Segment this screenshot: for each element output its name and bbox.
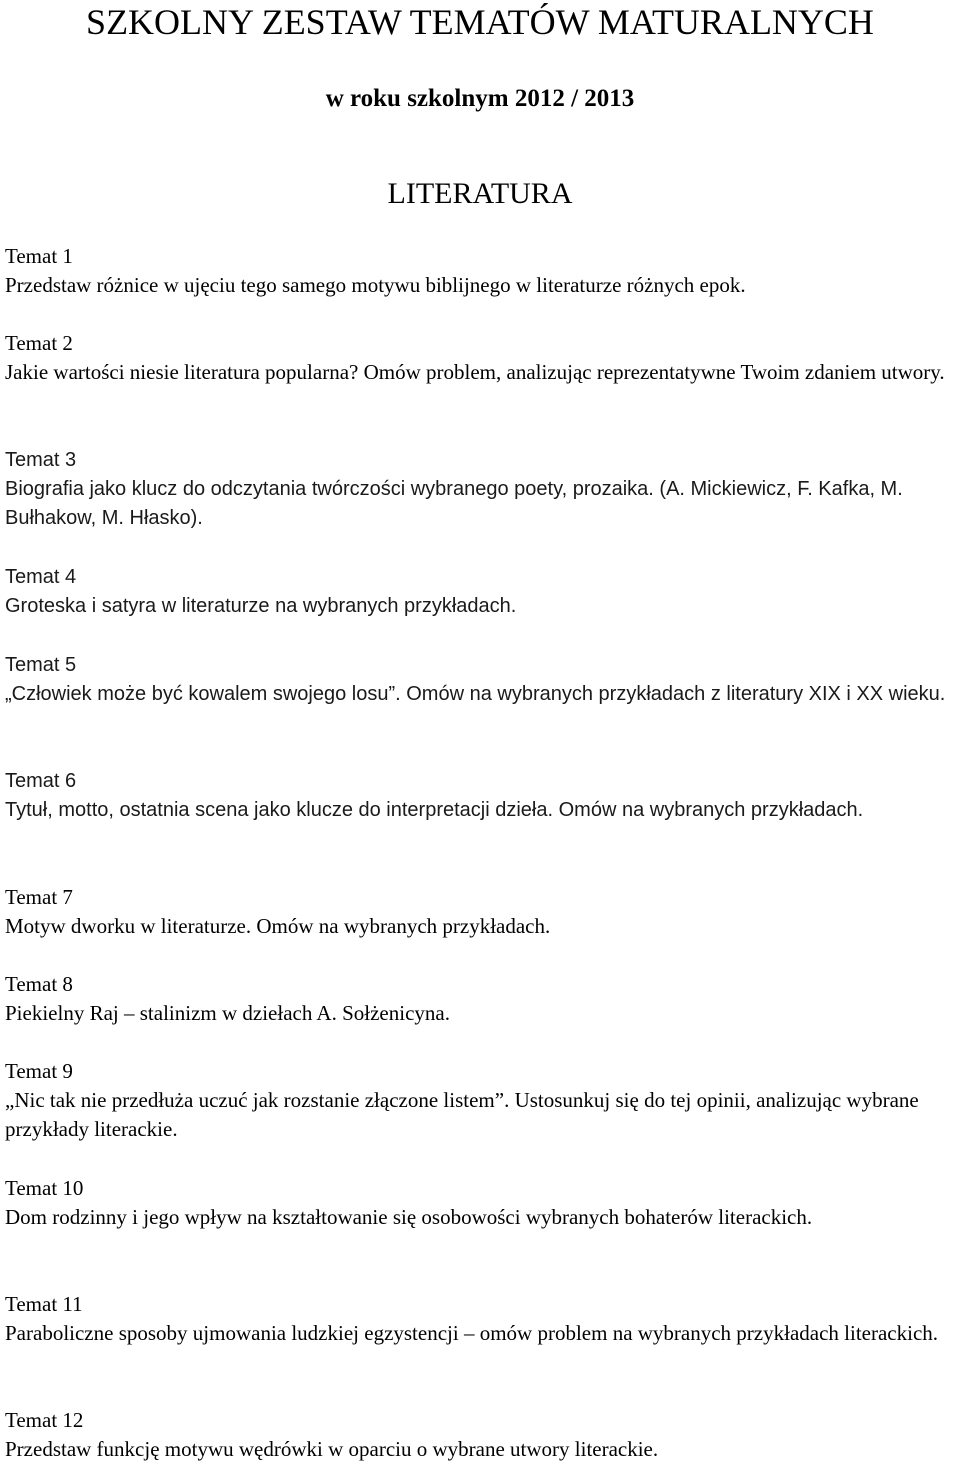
topic-label: Temat 6 — [5, 770, 77, 792]
school-year-subtitle: w roku szkolnym 2012 / 2013 — [325, 85, 635, 112]
topic-text: Dom rodzinny i jego wpływ na kształtowanie się osobowości wybranych bohaterów literackich. — [5, 1205, 813, 1229]
topic-label: Temat 7 — [5, 885, 73, 909]
topic-5 — [5, 651, 955, 709]
topic-8 — [5, 970, 955, 1028]
topic-text: „Człowiek może być kowalem swojego losu”. Omów na wybranych przykładach z literatury XIX i XX wieku. — [5, 683, 946, 705]
topic-text: Tytuł, motto, ostatnia scena jako klucze do interpretacji dzieła. Omów na wybranych przykładach. — [5, 799, 864, 821]
topic-text: „Nic tak nie przedłuża uczuć jak rozstanie złączone listem”. Ustosunkuj się do tej opinii, analizując wybrane przykłady literackie. — [5, 1088, 919, 1141]
section-heading: LITERATURA — [387, 177, 573, 210]
topic-text: Groteska i satyra w literaturze na wybranych przykładach. — [5, 595, 517, 617]
topic-2 — [5, 329, 955, 387]
topic-text: Piekielny Raj – stalinizm w dziełach A. Sołżenicyna. — [5, 1001, 450, 1025]
topic-6 — [5, 767, 955, 825]
topic-12 — [5, 1406, 955, 1464]
topic-9 — [5, 1057, 955, 1144]
topic-text: Biografia jako klucz do odczytania twórczości wybranego poety, prozaika. (A. Mickiewicz, F. Kafka, M. Bułhakow, M. Hłasko). — [5, 478, 903, 529]
topic-4 — [5, 563, 955, 621]
topic-11 — [5, 1290, 955, 1348]
topic-label: Temat 3 — [5, 449, 77, 471]
topic-label: Temat 10 — [5, 1176, 84, 1200]
topic-10 — [5, 1174, 955, 1232]
topic-7 — [5, 883, 955, 941]
topic-text: Paraboliczne sposoby ujmowania ludzkiej egzystencji – omów problem na wybranych przykładach literackich. — [5, 1321, 939, 1345]
topic-text: Przedstaw funkcję motywu wędrówki w oparciu o wybrane utwory literackie. — [5, 1437, 659, 1461]
topic-label: Temat 5 — [5, 654, 77, 676]
topic-1 — [5, 242, 955, 300]
topic-label: Temat 1 — [5, 244, 73, 268]
document-title: SZKOLNY ZESTAW TEMATÓW MATURALNYCH — [86, 2, 874, 42]
topic-text: Motyw dworku w literaturze. Omów na wybranych przykładach. — [5, 914, 551, 938]
topic-label: Temat 9 — [5, 1059, 73, 1083]
topic-label: Temat 8 — [5, 972, 73, 996]
topic-label: Temat 11 — [5, 1292, 83, 1316]
topic-label: Temat 4 — [5, 566, 77, 588]
topic-label: Temat 2 — [5, 331, 73, 355]
topic-label: Temat 12 — [5, 1408, 84, 1432]
topic-text: Jakie wartości niesie literatura popularna? Omów problem, analizując reprezentatywne Twoim zdaniem utwory. — [5, 360, 945, 384]
topic-3 — [5, 446, 955, 533]
topic-text: Przedstaw różnice w ujęciu tego samego motywu biblijnego w literaturze różnych epok. — [5, 273, 746, 297]
